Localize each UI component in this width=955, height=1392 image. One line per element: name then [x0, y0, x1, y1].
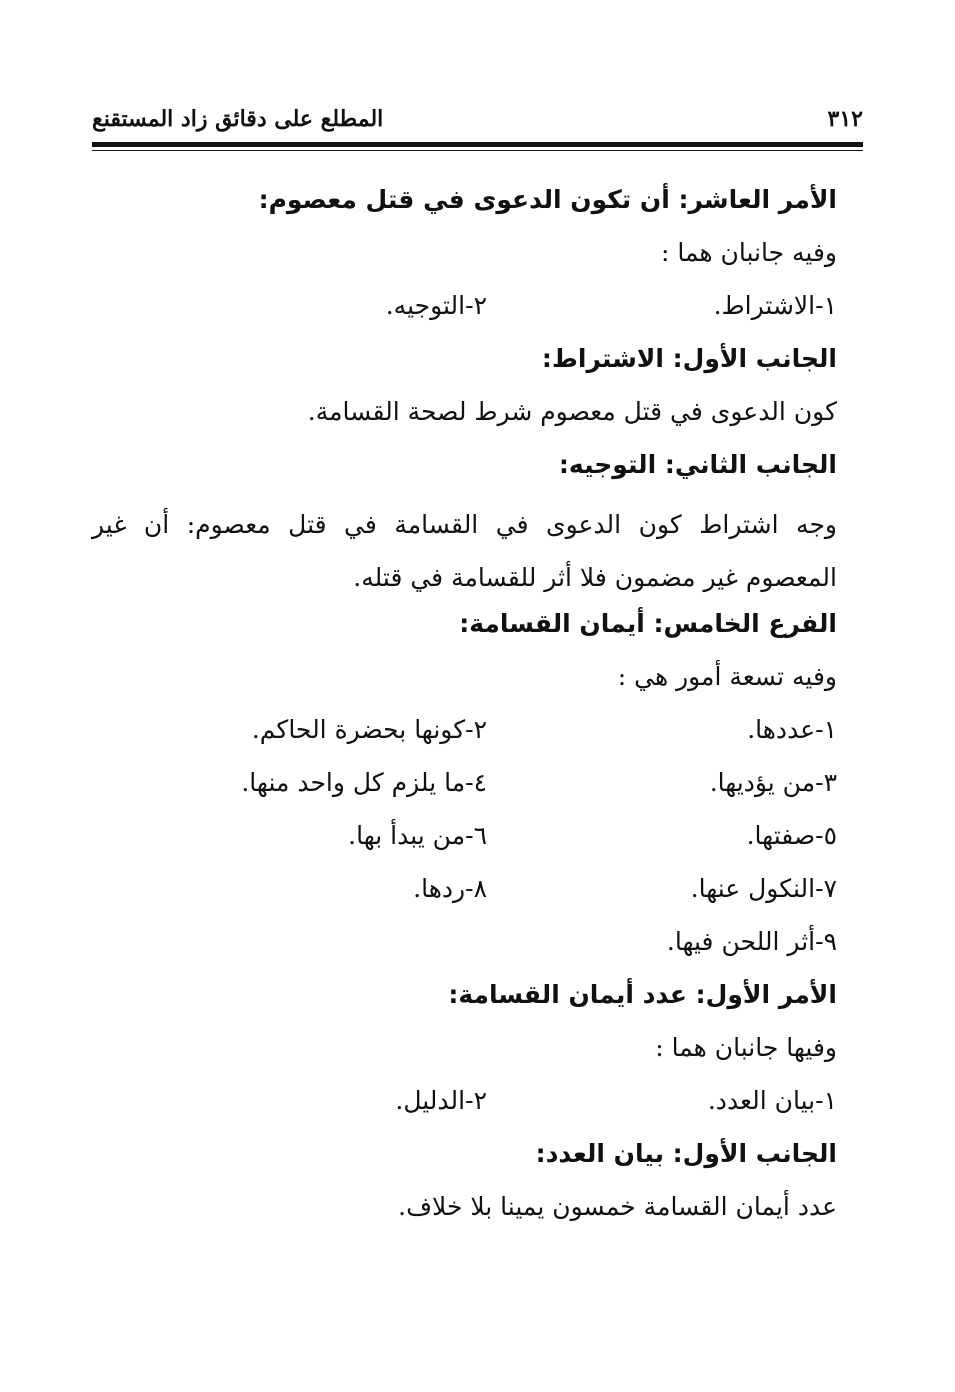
- heading-count: الجانب الأول: بيان العدد:: [535, 1139, 837, 1168]
- heading-tenth-matter: الأمر العاشر: أن تكون الدعوى في قتل معصوم:: [258, 185, 837, 214]
- heading-fifth-branch: الفرع الخامس: أيمان القسامة:: [459, 609, 837, 638]
- list-item: ٤-ما يلزم كل واحد منها.: [241, 768, 487, 797]
- paragraph-condition: كون الدعوى في قتل معصوم شرط لصحة القسامة.: [307, 397, 837, 426]
- heading-first-matter: الأمر الأول: عدد أيمان القسامة:: [448, 980, 837, 1009]
- list-item: ٩-أثر اللحن فيها.: [666, 927, 837, 956]
- list-row: [92, 869, 837, 922]
- list-item: ١-عددها.: [747, 715, 837, 744]
- page-body: [92, 180, 837, 1240]
- list-row: [92, 286, 837, 339]
- page-number: ٣١٢: [827, 106, 863, 132]
- list-row: [92, 816, 837, 869]
- page-header: [92, 100, 863, 140]
- list-item: ٣-من يؤديها.: [709, 768, 837, 797]
- list-row: [92, 763, 837, 816]
- list-row: [92, 1081, 837, 1134]
- list-item: ٢-الدليل.: [395, 1086, 487, 1115]
- intro-nine-matters: وفيه تسعة أمور هي :: [617, 662, 837, 691]
- list-item: ٢-كونها بحضرة الحاكم.: [251, 715, 487, 744]
- paragraph-reason: وجه اشتراط كون الدعوى في القسامة في قتل معصوم: أن غير المعصوم غير مضمون فلا أثر للقسامة في قتله.: [92, 510, 837, 592]
- list-item: ٥-صفتها.: [746, 821, 837, 850]
- list-row: [92, 710, 837, 763]
- intro-two-sides: وفيه جانبان هما :: [660, 238, 837, 267]
- list-item: ٦-من يبدأ بها.: [348, 821, 487, 850]
- list-item: ٢-التوجيه.: [385, 291, 487, 320]
- list-item: ٧-النكول عنها.: [690, 874, 837, 903]
- header-rule-thick: [92, 142, 863, 147]
- intro-two-sides: وفيها جانبان هما :: [655, 1033, 837, 1062]
- list-item: ٨-ردها.: [413, 874, 487, 903]
- book-title: المطلع على دقائق زاد المستقنع: [92, 106, 384, 132]
- heading-side-reason: الجانب الثاني: التوجيه:: [558, 450, 837, 479]
- list-item: ١-بيان العدد.: [707, 1086, 837, 1115]
- heading-side-condition: الجانب الأول: الاشتراط:: [541, 344, 837, 373]
- header-rule-thin: [92, 150, 863, 151]
- paragraph-count: عدد أيمان القسامة خمسون يمينا بلا خلاف.: [398, 1192, 837, 1221]
- list-item: ١-الاشتراط.: [713, 291, 837, 320]
